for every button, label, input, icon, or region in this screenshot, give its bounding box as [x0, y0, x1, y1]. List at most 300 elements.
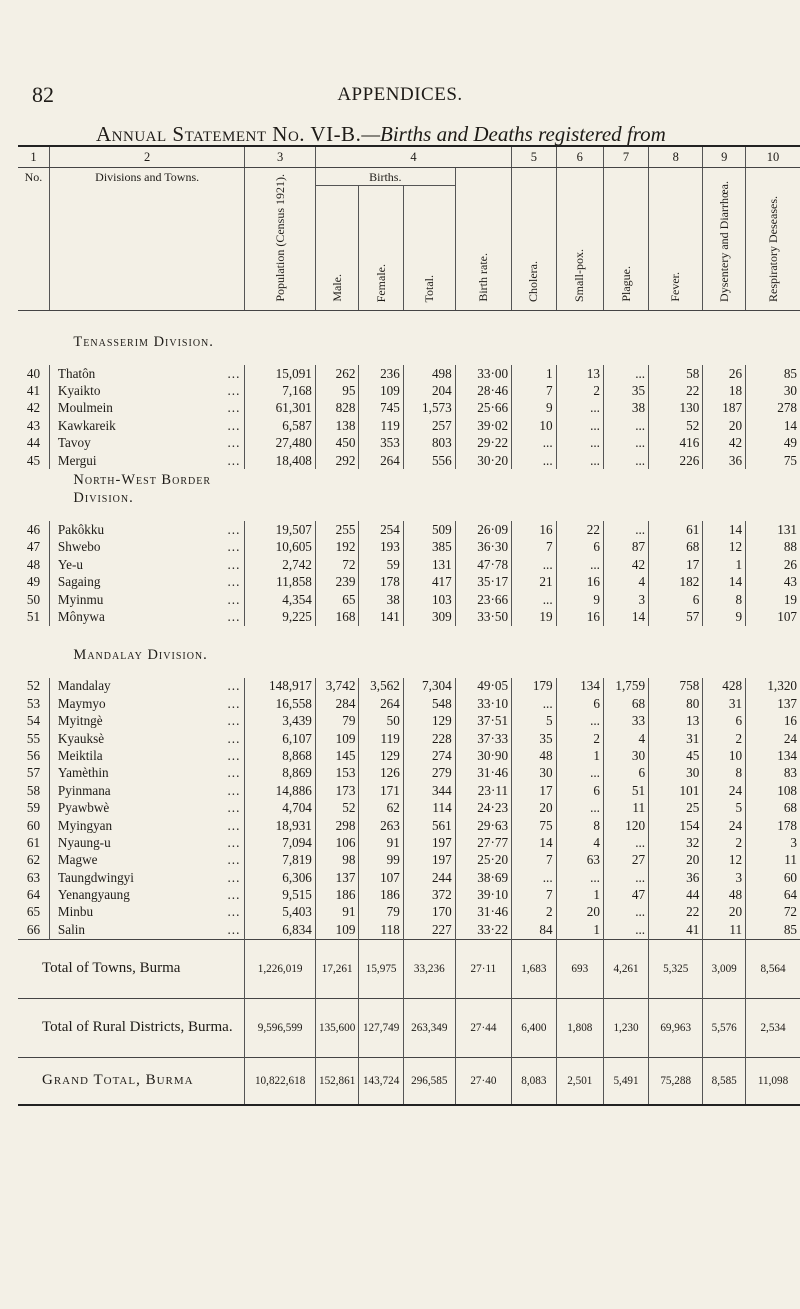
- cell-female: 236: [359, 365, 403, 382]
- cell-plague: 4: [603, 574, 648, 591]
- cell-total: 509: [403, 521, 455, 538]
- col-number: 5: [512, 146, 557, 168]
- cell-total: 244: [403, 869, 455, 886]
- cell-dysentery: 26: [703, 365, 746, 382]
- cell-smallpox: 22: [556, 521, 603, 538]
- cell-rate: 49·05: [455, 678, 511, 695]
- cell-resp: 107: [746, 608, 800, 625]
- cell-dysentery: 14: [703, 521, 746, 538]
- cell-rate: 23·11: [455, 782, 511, 799]
- town-name: Pyawbwè: [57, 800, 110, 816]
- section-name: North-West Border: [73, 472, 211, 489]
- cell-resp: 16: [746, 712, 800, 729]
- town-name: Mônywa: [57, 608, 105, 624]
- cell-rate: 33·10: [455, 695, 511, 712]
- town-name: Salin: [57, 921, 86, 937]
- cell-male: 65: [315, 591, 359, 608]
- cell-smallpox: ...: [556, 765, 603, 782]
- cell-female: 186: [359, 886, 403, 903]
- cell-total: 372: [403, 886, 455, 903]
- cell-smallpox: 134: [556, 678, 603, 695]
- cell-cholera: ...: [512, 591, 557, 608]
- cell-cholera: 16: [512, 521, 557, 538]
- cell-fever: 22: [649, 904, 703, 921]
- table-row: [18, 695, 800, 712]
- cell-dysentery: 8: [703, 765, 746, 782]
- row-number: 41: [26, 383, 41, 399]
- header-cholera: Cholera.: [526, 261, 541, 302]
- cell-plague: 14: [603, 608, 648, 625]
- cell-resp: 43: [746, 574, 800, 591]
- town-name: Myingyan: [57, 817, 113, 833]
- cell-dysentery: 20: [703, 904, 746, 921]
- cell-female: 50: [359, 712, 403, 729]
- cell-resp: 75: [746, 452, 800, 469]
- cell-cholera: 7: [512, 886, 557, 903]
- blank-cell: [18, 311, 49, 352]
- cell-plague: 30: [603, 747, 648, 764]
- cell-plague: ...: [603, 435, 648, 452]
- cell-male: 173: [315, 782, 359, 799]
- table-row: [18, 574, 800, 591]
- leader-dots: ...: [227, 522, 241, 538]
- cell-dysentery: 48: [703, 886, 746, 903]
- cell-pop: 6,107: [245, 730, 316, 747]
- cell-smallpox: ...: [556, 799, 603, 816]
- leader-dots: ...: [227, 904, 241, 920]
- cell-rate: 30·20: [455, 452, 511, 469]
- cell-female: 264: [359, 452, 403, 469]
- cell-pop: 3,439: [245, 712, 316, 729]
- cell-cholera: 48: [512, 747, 557, 764]
- total-row: [18, 998, 800, 1057]
- cell-smallpox: 16: [556, 608, 603, 625]
- table-row: [18, 921, 800, 939]
- cell-pop: 27,480: [245, 435, 316, 452]
- total-dysentery: 8,585: [703, 1057, 746, 1105]
- cell-fever: 80: [649, 695, 703, 712]
- cell-total: 227: [403, 921, 455, 939]
- town-name: Yamèthin: [57, 765, 109, 781]
- cell-resp: 14: [746, 417, 800, 434]
- cell-female: 129: [359, 747, 403, 764]
- town-name-cell: [49, 869, 244, 886]
- cell-female: 109: [359, 382, 403, 399]
- town-name-cell: [49, 799, 244, 816]
- cell-female: 62: [359, 799, 403, 816]
- cell-rate: 31·46: [455, 765, 511, 782]
- cell-plague: 1,759: [603, 678, 648, 695]
- cell-cholera: 2: [512, 904, 557, 921]
- cell-pop: 61,301: [245, 400, 316, 417]
- cell-fever: 416: [649, 435, 703, 452]
- total-resp: 11,098: [746, 1057, 800, 1105]
- cell-cholera: 14: [512, 834, 557, 851]
- cell-dysentery: 42: [703, 435, 746, 452]
- row-number: 55: [26, 730, 41, 746]
- cell-total: 170: [403, 904, 455, 921]
- table-row: [18, 869, 800, 886]
- cell-smallpox: 1: [556, 921, 603, 939]
- row-number: 62: [26, 852, 41, 868]
- cell-rate: 36·30: [455, 539, 511, 556]
- cell-smallpox: ...: [556, 435, 603, 452]
- page-number: 82: [32, 82, 54, 107]
- cell-female: 141: [359, 608, 403, 625]
- table-row: [18, 521, 800, 538]
- town-name-cell: [49, 365, 244, 382]
- col-number: 8: [649, 146, 703, 168]
- leader-dots: ...: [227, 730, 241, 746]
- cell-male: 137: [315, 869, 359, 886]
- section-heading-row: [18, 469, 800, 507]
- row-number: 58: [26, 782, 41, 798]
- cell-dysentery: 5: [703, 799, 746, 816]
- cell-plague: 120: [603, 817, 648, 834]
- town-name-cell: [49, 539, 244, 556]
- cell-plague: 27: [603, 852, 648, 869]
- total-cholera: 8,083: [512, 1057, 557, 1105]
- cell-male: 109: [315, 730, 359, 747]
- cell-resp: 178: [746, 817, 800, 834]
- cell-smallpox: 63: [556, 852, 603, 869]
- cell-fever: 30: [649, 765, 703, 782]
- cell-smallpox: 4: [556, 834, 603, 851]
- cell-resp: 134: [746, 747, 800, 764]
- table-row: [18, 591, 800, 608]
- total-fever: 5,325: [649, 939, 703, 998]
- cell-dysentery: 14: [703, 574, 746, 591]
- cell-cholera: 30: [512, 765, 557, 782]
- town-name: Kyaikto: [57, 383, 101, 399]
- cell-pop: 6,834: [245, 921, 316, 939]
- cell-dysentery: 2: [703, 730, 746, 747]
- header-fever: Fever.: [668, 272, 683, 302]
- cell-dysentery: 6: [703, 712, 746, 729]
- cell-total: 1,573: [403, 400, 455, 417]
- table-row: [18, 886, 800, 903]
- cell-plague: ...: [603, 904, 648, 921]
- table-row: [18, 365, 800, 382]
- cell-smallpox: 1: [556, 886, 603, 903]
- cell-dysentery: 187: [703, 400, 746, 417]
- cell-pop: 11,858: [245, 574, 316, 591]
- total-dysentery: 5,576: [703, 998, 746, 1057]
- cell-total: 228: [403, 730, 455, 747]
- leader-dots: ...: [227, 817, 241, 833]
- cell-resp: 60: [746, 869, 800, 886]
- cell-pop: 7,819: [245, 852, 316, 869]
- section-heading: [49, 469, 800, 507]
- total-male: 135,600: [315, 998, 359, 1057]
- town-name-cell: [49, 852, 244, 869]
- cell-plague: 33: [603, 712, 648, 729]
- cell-cholera: ...: [512, 435, 557, 452]
- cell-pop: 7,094: [245, 834, 316, 851]
- total-female: 127,749: [359, 998, 403, 1057]
- cell-pop: 5,403: [245, 904, 316, 921]
- cell-rate: 24·23: [455, 799, 511, 816]
- col-number: 3: [245, 146, 316, 168]
- cell-smallpox: ...: [556, 400, 603, 417]
- cell-cholera: 84: [512, 921, 557, 939]
- cell-resp: 108: [746, 782, 800, 799]
- cell-rate: 33·22: [455, 921, 511, 939]
- cell-male: 153: [315, 765, 359, 782]
- cell-male: 106: [315, 834, 359, 851]
- row-number: 64: [26, 887, 41, 903]
- col-number: 9: [703, 146, 746, 168]
- cell-total: 7,304: [403, 678, 455, 695]
- cell-plague: 11: [603, 799, 648, 816]
- table-row: [18, 452, 800, 469]
- town-name: Myitngè: [57, 713, 103, 729]
- cell-male: 3,742: [315, 678, 359, 695]
- col-number: 6: [556, 146, 603, 168]
- cell-plague: ...: [603, 921, 648, 939]
- total-pop: 9,596,599: [245, 998, 316, 1057]
- cell-male: 145: [315, 747, 359, 764]
- town-name: Tavoy: [57, 435, 91, 451]
- cell-smallpox: 2: [556, 382, 603, 399]
- total-rate: 27·40: [455, 1057, 511, 1105]
- town-name: Shwebo: [57, 539, 101, 555]
- cell-fever: 31: [649, 730, 703, 747]
- cell-pop: 4,704: [245, 799, 316, 816]
- row-number: 57: [26, 765, 41, 781]
- cell-pop: 10,605: [245, 539, 316, 556]
- row-number: 40: [26, 365, 41, 381]
- cell-cholera: ...: [512, 695, 557, 712]
- cell-plague: 47: [603, 886, 648, 903]
- row-number: 54: [26, 713, 41, 729]
- leader-dots: ...: [227, 435, 241, 451]
- row-number: 47: [26, 539, 41, 555]
- cell-rate: 35·17: [455, 574, 511, 591]
- cell-fever: 25: [649, 799, 703, 816]
- statement-title: [96, 122, 666, 147]
- cell-rate: 30·90: [455, 747, 511, 764]
- cell-male: 192: [315, 539, 359, 556]
- cell-smallpox: ...: [556, 417, 603, 434]
- town-name-cell: [49, 765, 244, 782]
- table-row: [18, 730, 800, 747]
- cell-fever: 36: [649, 869, 703, 886]
- cell-dysentery: 31: [703, 695, 746, 712]
- total-smallpox: 693: [556, 939, 603, 998]
- town-name-cell: [49, 747, 244, 764]
- cell-smallpox: 1: [556, 747, 603, 764]
- cell-smallpox: 6: [556, 695, 603, 712]
- cell-female: 254: [359, 521, 403, 538]
- town-name-cell: [49, 521, 244, 538]
- town-name-cell: [49, 730, 244, 747]
- cell-rate: 37·51: [455, 712, 511, 729]
- town-name-cell: [49, 834, 244, 851]
- section-heading: [49, 311, 800, 352]
- cell-smallpox: 6: [556, 539, 603, 556]
- row-number: 51: [26, 608, 41, 624]
- cell-resp: 85: [746, 921, 800, 939]
- cell-male: 292: [315, 452, 359, 469]
- cell-pop: 4,354: [245, 591, 316, 608]
- cell-male: 239: [315, 574, 359, 591]
- cell-cholera: 7: [512, 539, 557, 556]
- table-row: [18, 417, 800, 434]
- total-resp: 2,534: [746, 998, 800, 1057]
- cell-resp: 11: [746, 852, 800, 869]
- town-name: Thatôn: [57, 365, 96, 381]
- cell-dysentery: 12: [703, 852, 746, 869]
- cell-total: 274: [403, 747, 455, 764]
- cell-total: 197: [403, 852, 455, 869]
- cell-cholera: 20: [512, 799, 557, 816]
- leader-dots: ...: [227, 800, 241, 816]
- cell-plague: 38: [603, 400, 648, 417]
- cell-dysentery: 11: [703, 921, 746, 939]
- cell-female: 353: [359, 435, 403, 452]
- spacer-row: [18, 507, 800, 521]
- cell-male: 284: [315, 695, 359, 712]
- table-row: [18, 382, 800, 399]
- cell-female: 126: [359, 765, 403, 782]
- cell-female: 119: [359, 730, 403, 747]
- town-name-cell: [49, 712, 244, 729]
- col-number: 10: [746, 146, 800, 168]
- town-name-cell: [49, 904, 244, 921]
- cell-dysentery: 2: [703, 834, 746, 851]
- cell-male: 262: [315, 365, 359, 382]
- town-name-cell: [49, 921, 244, 939]
- cell-cholera: 7: [512, 382, 557, 399]
- leader-dots: ...: [227, 887, 241, 903]
- cell-female: 119: [359, 417, 403, 434]
- cell-fever: 45: [649, 747, 703, 764]
- town-name: Minbu: [57, 904, 94, 920]
- cell-smallpox: 8: [556, 817, 603, 834]
- cell-male: 79: [315, 712, 359, 729]
- cell-male: 109: [315, 921, 359, 939]
- cell-rate: 27·77: [455, 834, 511, 851]
- row-number: 60: [26, 817, 41, 833]
- cell-total: 114: [403, 799, 455, 816]
- total-cholera: 1,683: [512, 939, 557, 998]
- cell-rate: 31·46: [455, 904, 511, 921]
- cell-male: 95: [315, 382, 359, 399]
- cell-pop: 148,917: [245, 678, 316, 695]
- births-header-row: [18, 168, 800, 186]
- table-row: [18, 712, 800, 729]
- row-number: 46: [26, 522, 41, 538]
- town-name-cell: [49, 782, 244, 799]
- row-number: 48: [26, 556, 41, 572]
- cell-smallpox: 2: [556, 730, 603, 747]
- section-heading: [49, 626, 800, 664]
- leader-dots: ...: [227, 852, 241, 868]
- total-total: 296,585: [403, 1057, 455, 1105]
- cell-rate: 39·02: [455, 417, 511, 434]
- row-number: 53: [26, 695, 41, 711]
- town-name: Magwe: [57, 852, 98, 868]
- cell-dysentery: 3: [703, 869, 746, 886]
- cell-plague: ...: [603, 521, 648, 538]
- total-male: 17,261: [315, 939, 359, 998]
- table-row: [18, 747, 800, 764]
- section-heading-row: [18, 626, 800, 664]
- cell-cholera: 179: [512, 678, 557, 695]
- row-number: 56: [26, 747, 41, 763]
- cell-rate: 28·46: [455, 382, 511, 399]
- cell-rate: 47·78: [455, 556, 511, 573]
- cell-total: 257: [403, 417, 455, 434]
- cell-dysentery: 18: [703, 382, 746, 399]
- cell-fever: 41: [649, 921, 703, 939]
- town-name: Sagaing: [57, 574, 101, 590]
- total-dysentery: 3,009: [703, 939, 746, 998]
- cell-rate: 29·22: [455, 435, 511, 452]
- cell-rate: 37·33: [455, 730, 511, 747]
- cell-male: 52: [315, 799, 359, 816]
- total-fever: 69,963: [649, 998, 703, 1057]
- cell-resp: 64: [746, 886, 800, 903]
- leader-dots: ...: [227, 383, 241, 399]
- cell-rate: 26·09: [455, 521, 511, 538]
- cell-female: 118: [359, 921, 403, 939]
- total-fever: 75,288: [649, 1057, 703, 1105]
- cell-fever: 68: [649, 539, 703, 556]
- table-row: [18, 435, 800, 452]
- cell-rate: 39·10: [455, 886, 511, 903]
- cell-male: 72: [315, 556, 359, 573]
- cell-cholera: 75: [512, 817, 557, 834]
- cell-male: 255: [315, 521, 359, 538]
- cell-cholera: 35: [512, 730, 557, 747]
- cell-pop: 7,168: [245, 382, 316, 399]
- total-female: 143,724: [359, 1057, 403, 1105]
- cell-fever: 6: [649, 591, 703, 608]
- row-number: 45: [26, 452, 41, 468]
- leader-dots: ...: [227, 834, 241, 850]
- cell-female: 745: [359, 400, 403, 417]
- cell-resp: 3: [746, 834, 800, 851]
- leader-dots: ...: [227, 678, 241, 694]
- section-heading-row: [18, 311, 800, 352]
- cell-cholera: 10: [512, 417, 557, 434]
- cell-female: 38: [359, 591, 403, 608]
- town-name-cell: [49, 556, 244, 573]
- cell-smallpox: ...: [556, 452, 603, 469]
- cell-male: 91: [315, 904, 359, 921]
- town-name: Mandalay: [57, 678, 111, 694]
- total-rate: 27·11: [455, 939, 511, 998]
- table-row: [18, 400, 800, 417]
- cell-rate: 23·66: [455, 591, 511, 608]
- cell-female: 3,562: [359, 678, 403, 695]
- cell-cholera: 17: [512, 782, 557, 799]
- cell-smallpox: ...: [556, 556, 603, 573]
- cell-resp: 30: [746, 382, 800, 399]
- town-name: Moulmein: [57, 400, 113, 416]
- cell-fever: 22: [649, 382, 703, 399]
- cell-resp: 85: [746, 365, 800, 382]
- cell-plague: 87: [603, 539, 648, 556]
- cell-resp: 24: [746, 730, 800, 747]
- cell-total: 561: [403, 817, 455, 834]
- total-male: 152,861: [315, 1057, 359, 1105]
- cell-total: 279: [403, 765, 455, 782]
- cell-resp: 68: [746, 799, 800, 816]
- row-number: 43: [26, 417, 41, 433]
